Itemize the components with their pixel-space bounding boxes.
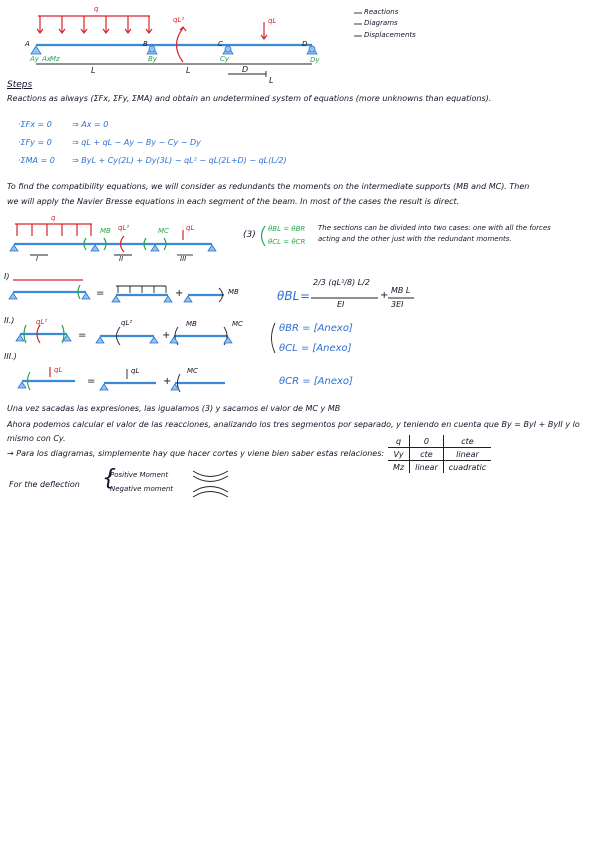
relations-table — [388, 435, 491, 473]
theta-bl-term2-den: 3EI — [391, 300, 404, 309]
case-ii-qL2-label-2: qL² — [121, 319, 133, 327]
moment-label: qL² — [173, 16, 185, 24]
legend-displacements: Displacements — [364, 31, 416, 39]
deflection-label: For the deflection — [9, 480, 80, 489]
table-row — [388, 461, 491, 474]
case-iii-qL-label-2: qL — [131, 367, 140, 375]
table-cell: 0 — [410, 435, 444, 448]
eq-fx-left: ·ΣFx = 0 — [18, 120, 52, 129]
point-load-label: qL — [268, 17, 277, 25]
table-cell: q — [388, 435, 410, 448]
case-i-mb-label: MB — [228, 288, 239, 296]
case-ii-equals: = — [78, 330, 87, 341]
segment-ii-label: II — [119, 255, 124, 263]
case-iii-plus: + — [163, 376, 172, 387]
eq-ma-right: ⇒ ByL + Cy(2L) + Dy(3L) − qL² − qL(2L+D) − qL(L/2) — [72, 156, 287, 165]
section-qL-label: qL — [186, 224, 195, 232]
table-cell: linear — [410, 461, 444, 474]
steps-line-1: Reactions as always (ΣFx, ΣFy, ΣMA) and obtain an undetermined system of equations (more unknowns than equations). — [7, 94, 492, 103]
node-c-label: C — [218, 40, 223, 48]
span-3-label: L — [269, 76, 274, 85]
case-i-label: I) — [4, 272, 10, 281]
case-ii-mb-label: MB — [186, 320, 197, 328]
reaction-dy-label: Dy — [310, 56, 320, 64]
table-cell: linear — [443, 448, 491, 461]
theta-bl-term2-num: MB L — [391, 286, 411, 295]
steps-heading: Steps — [7, 80, 33, 90]
section-note-2: acting and the other just with the redundant moments. — [318, 235, 512, 243]
table-cell: Vy — [388, 448, 410, 461]
closing-line-2: Ahora podemos calcular el valor de las reacciones, analizando los tres segmentos por separado, y teniendo en cuenta que By = ByI + ByII y lo — [7, 420, 580, 429]
theta-bl-numerator: 2/3 (qL²/8) L/2 — [313, 278, 370, 287]
deflection-brace: { — [102, 466, 116, 491]
node-d-label: D — [302, 40, 308, 48]
table-cell: cuadratic — [443, 461, 491, 474]
segment-iii-label: III — [180, 255, 187, 263]
positive-moment-shape — [193, 471, 228, 477]
eq-fy-left: ·ΣFy = 0 — [18, 138, 52, 147]
theta-bl-denominator: EI — [337, 300, 345, 309]
table-cell: cte — [410, 448, 444, 461]
compat-line-1: To find the compatibility equations, we will consider as redundants the moments on the intermediate supports (MB and MC). Then — [7, 182, 530, 191]
theta-bl-equals: = — [300, 289, 311, 303]
section-mb-label: MB — [100, 227, 111, 235]
section-qL2-label: qL² — [118, 224, 130, 232]
segment-i-label: I — [36, 255, 39, 263]
brace-line-1: θBL = θBR — [268, 225, 306, 233]
table-cell: cte — [443, 435, 491, 448]
closing-line-1: Una vez sacadas las expresiones, las igualamos (3) y sacamos el valor de MC y MB — [7, 404, 341, 413]
case-iii-mc-label: MC — [187, 367, 198, 375]
theta-bl-label: θBL — [277, 289, 300, 303]
reaction-cy-label: Cy — [220, 55, 230, 63]
node-a-label: A — [25, 40, 30, 48]
eq-ma-left: ·ΣMA = 0 — [18, 156, 55, 165]
load-q-label: q — [94, 5, 99, 13]
theta-cl-expr: θCL = [Anexo] — [279, 343, 352, 354]
case-iii-label: III.) — [4, 352, 17, 361]
case-iii-equals: = — [87, 376, 96, 387]
section-q-label: q — [51, 214, 56, 222]
reaction-ax-label: Ax — [42, 55, 51, 63]
case-ii-mc-label: MC — [232, 320, 243, 328]
case-i-plus: + — [175, 288, 184, 299]
section-mc-label: MC — [158, 227, 169, 235]
table-row — [388, 435, 491, 448]
case-ii-label: II.) — [4, 316, 15, 325]
span-1-label: L — [91, 66, 96, 75]
equation-3-label: (3) — [243, 230, 256, 240]
case-i-equals: = — [96, 288, 105, 299]
legend-reactions: Reactions — [364, 8, 399, 16]
theta-br-expr: θBR = [Anexo] — [279, 323, 353, 334]
eq-fx-right: ⇒ Ax = 0 — [72, 120, 109, 129]
closing-line-4: → Para los diagramas, simplemente hay que hacer cortes y viene bien saber estas relaciones: — [7, 449, 385, 458]
case-ii-qL2-label: qL² — [36, 318, 48, 326]
case-ii-plus: + — [162, 330, 171, 341]
reaction-ay-label: Ay — [30, 55, 39, 63]
reaction-mz-label: Mz — [50, 55, 60, 63]
table-cell: Mz — [388, 461, 410, 474]
positive-moment-label: Positive Moment — [110, 471, 169, 479]
eq-fy-right: ⇒ qL + qL − Ay − By − Cy − Dy — [72, 138, 201, 147]
span-d-label: D — [242, 65, 249, 74]
brace-line-2: θCL = θCR — [268, 238, 306, 246]
node-b-label: B — [143, 40, 148, 48]
table-row — [388, 448, 491, 461]
legend-diagrams: Diagrams — [364, 19, 398, 27]
closing-line-3: mismo con Cy. — [7, 434, 66, 443]
case-iii-qL-label: qL — [54, 366, 63, 374]
section-note-1: The sections can be divided into two cases: one with all the forces — [318, 224, 551, 232]
reaction-by-label: By — [148, 55, 157, 63]
negative-moment-label: Negative moment — [110, 485, 174, 493]
theta-cr-expr: θCR = [Anexo] — [279, 376, 353, 387]
span-2-label: L — [186, 66, 191, 75]
theta-bl-plus: + — [380, 290, 389, 301]
compat-line-2: we will apply the Navier Bresse equations in each segment of the beam. In most of the cases the result is direct. — [7, 197, 460, 206]
